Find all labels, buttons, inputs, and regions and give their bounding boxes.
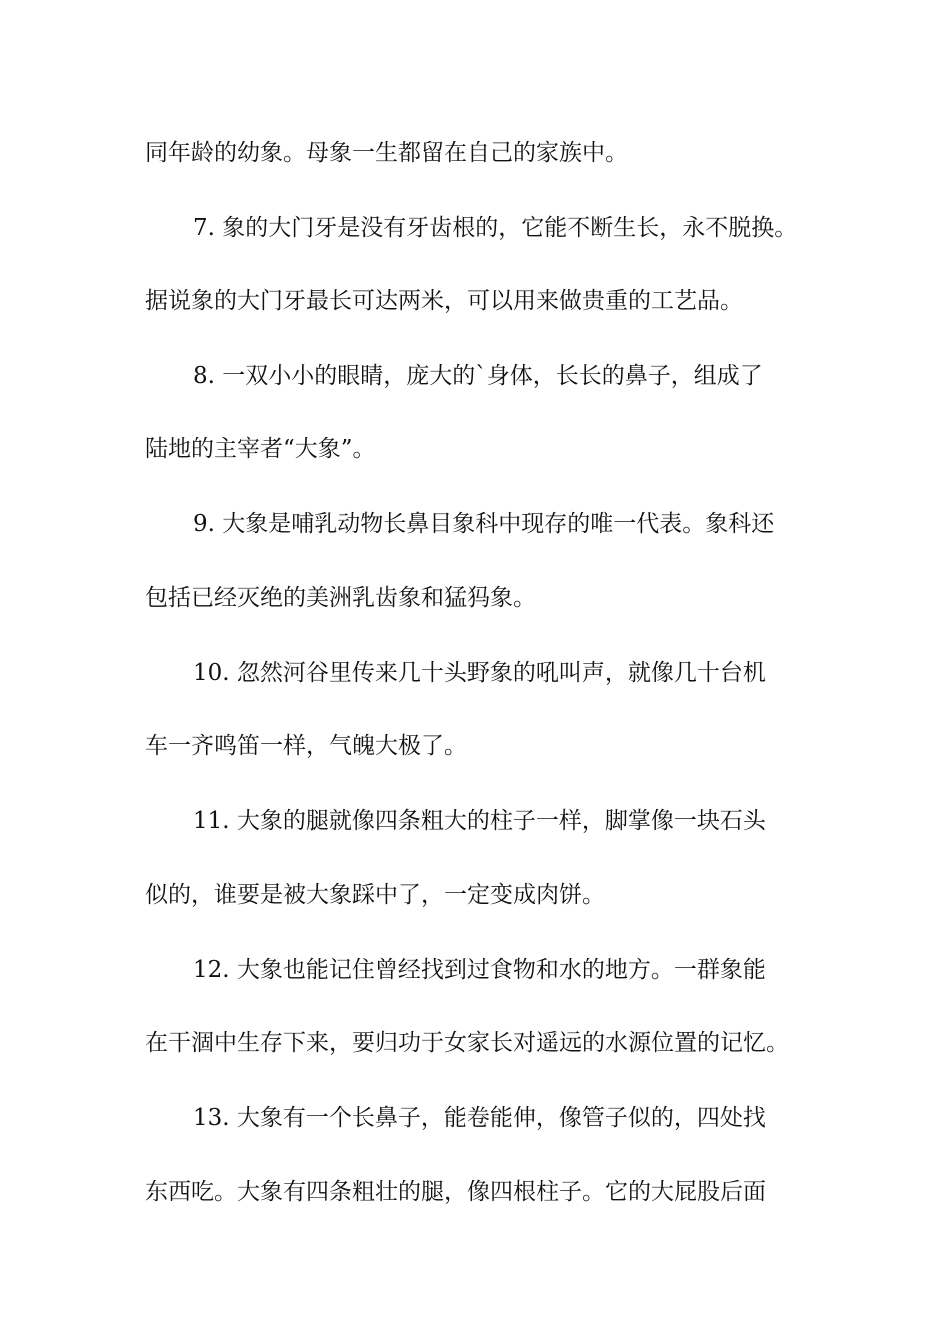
paragraph-11-line-2: 似的，谁要是被大象踩中了，一定变成肉饼。 bbox=[145, 882, 605, 908]
paragraph-8-line-1: 8. 一双小小的眼睛，庞大的`身体，长长的鼻子，组成了 bbox=[193, 363, 763, 389]
paragraph-7-line-2: 据说象的大门牙最长可达两米，可以用来做贵重的工艺品。 bbox=[145, 288, 743, 314]
paragraph-line: 同年龄的幼象。母象一生都留在自己的家族中。 bbox=[145, 140, 628, 166]
paragraph-8-line-2: 陆地的主宰者“大象”。 bbox=[145, 436, 376, 462]
paragraph-13-line-2: 东西吃。大象有四条粗壮的腿，像四根柱子。它的大屁股后面 bbox=[145, 1179, 766, 1205]
paragraph-10-line-2: 车一齐鸣笛一样，气魄大极了。 bbox=[145, 733, 467, 759]
paragraph-13-line-1: 13. 大象有一个长鼻子，能卷能伸，像管子似的，四处找 bbox=[193, 1105, 766, 1131]
paragraph-9-line-2: 包括已经灭绝的美洲乳齿象和猛犸象。 bbox=[145, 585, 536, 611]
paragraph-12-line-1: 12. 大象也能记住曾经找到过食物和水的地方。一群象能 bbox=[193, 957, 766, 983]
paragraph-9-line-1: 9. 大象是哺乳动物长鼻目象科中现存的唯一代表。象科还 bbox=[193, 511, 775, 537]
paragraph-7-line-1: 7. 象的大门牙是没有牙齿根的，它能不断生长，永不脱换。 bbox=[193, 215, 798, 241]
paragraph-10-line-1: 10. 忽然河谷里传来几十头野象的吼叫声，就像几十台机 bbox=[193, 660, 766, 686]
paragraph-11-line-1: 11. 大象的腿就像四条粗大的柱子一样，脚掌像一块石头 bbox=[193, 808, 766, 834]
paragraph-12-line-2: 在干涸中生存下来，要归功于女家长对遥远的水源位置的记忆。 bbox=[145, 1030, 789, 1056]
